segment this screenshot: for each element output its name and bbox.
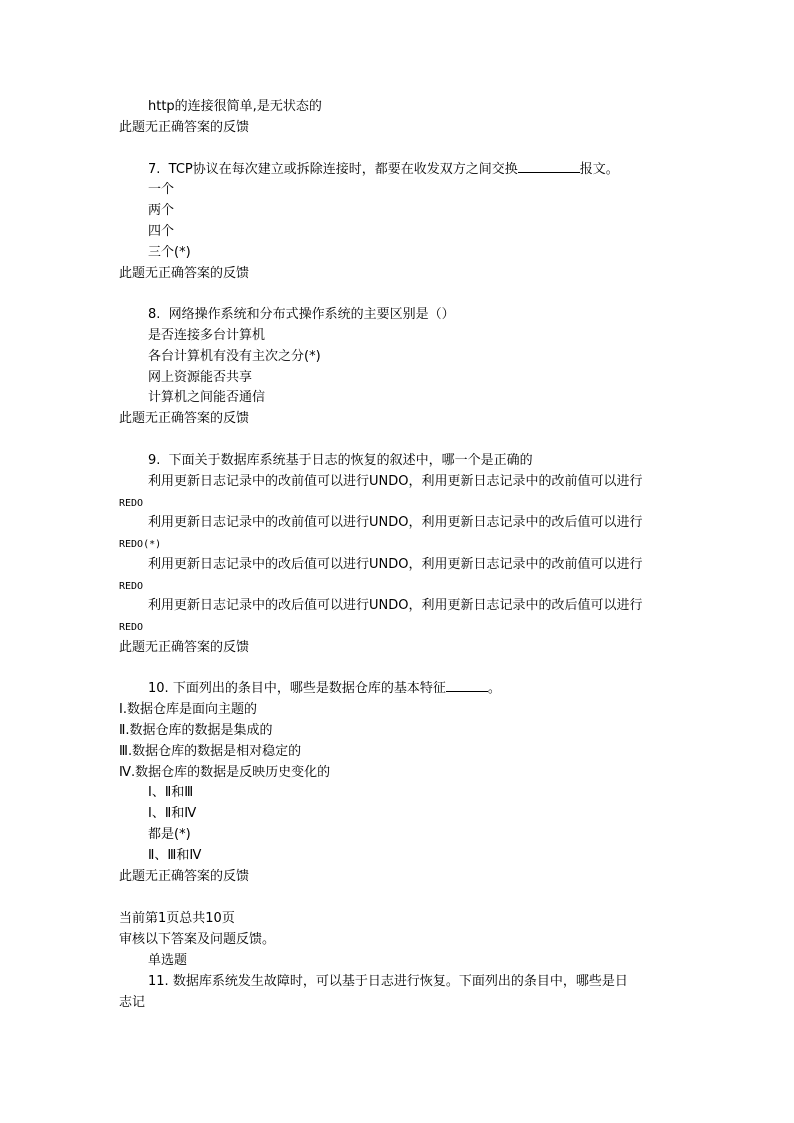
q10-option-d[interactable]: Ⅱ、Ⅲ和Ⅳ xyxy=(148,848,202,863)
q8-number: 8. xyxy=(148,307,161,322)
section-heading: 单选题 xyxy=(148,953,188,968)
q9-option-a-line1[interactable]: 利用更新日志记录中的改前值可以进行UNDO，利用更新日志记录中的改前值可以进行 xyxy=(148,474,643,489)
q6-option: http的连接很简单,是无状态的 xyxy=(148,99,322,114)
q8-option-b[interactable]: 各台计算机有没有主次之分(*) xyxy=(148,349,321,364)
q9-option-c-line1[interactable]: 利用更新日志记录中的改后值可以进行UNDO，利用更新日志记录中的改前值可以进行 xyxy=(148,557,643,572)
q9-feedback: 此题无正确答案的反馈 xyxy=(119,640,250,655)
q6-feedback: 此题无正确答案的反馈 xyxy=(119,120,250,135)
q10-stem-text: 下面列出的条目中，哪些是数据仓库的基本特征 xyxy=(172,681,446,696)
q10-stem xyxy=(148,679,501,699)
q9-option-c-line2[interactable]: REDO xyxy=(119,581,144,592)
q9-stem-text: 下面关于数据库系统基于日志的恢复的叙述中，哪一个是正确的 xyxy=(168,453,533,468)
q7-option-b[interactable]: 两个 xyxy=(148,203,175,218)
q10-feedback: 此题无正确答案的反馈 xyxy=(119,869,250,884)
q9-option-d-line2[interactable]: REDO xyxy=(119,622,144,633)
q7-stem-end: 报文。 xyxy=(579,162,619,177)
q8-feedback: 此题无正确答案的反馈 xyxy=(119,411,250,426)
q8-option-c[interactable]: 网上资源能否共享 xyxy=(148,370,253,385)
q9-option-b-line1[interactable]: 利用更新日志记录中的改前值可以进行UNDO，利用更新日志记录中的改后值可以进行 xyxy=(148,515,643,530)
q11-number: 11. xyxy=(148,974,169,989)
q9-option-d-line1[interactable]: 利用更新日志记录中的改后值可以进行UNDO，利用更新日志记录中的改后值可以进行 xyxy=(148,598,643,613)
q11-stem-line2: 志记 xyxy=(119,995,146,1010)
q10-option-b[interactable]: Ⅰ、Ⅱ和Ⅳ xyxy=(148,806,197,821)
q8-stem xyxy=(148,305,455,325)
q10-stem-end: 。 xyxy=(487,681,501,696)
q7-option-a[interactable]: 一个 xyxy=(148,182,175,197)
q8-stem-text: 网络操作系统和分布式操作系统的主要区别是（） xyxy=(168,307,455,322)
q7-blank xyxy=(518,160,580,173)
q9-option-a-line2[interactable]: REDO xyxy=(119,498,144,509)
q7-number: 7. xyxy=(148,162,161,177)
review-note: 审核以下答案及问题反馈。 xyxy=(119,932,276,947)
q10-number: 10. xyxy=(148,681,169,696)
q9-option-b-line2[interactable]: REDO(*) xyxy=(119,539,162,550)
q10-item-2: Ⅱ.数据仓库的数据是集成的 xyxy=(119,723,273,738)
q10-blank xyxy=(446,679,488,692)
q10-item-3: Ⅲ.数据仓库的数据是相对稳定的 xyxy=(119,744,302,759)
pagination-text: 当前第1页总共10页 xyxy=(119,911,235,926)
q7-stem xyxy=(148,160,619,180)
q10-item-4: Ⅳ.数据仓库的数据是反映历史变化的 xyxy=(119,765,331,780)
q11-stem-line1 xyxy=(148,972,628,992)
q10-option-c[interactable]: 都是(*) xyxy=(148,827,191,842)
q8-option-a[interactable]: 是否连接多台计算机 xyxy=(148,328,266,343)
q8-option-d[interactable]: 计算机之间能否通信 xyxy=(148,390,266,405)
q7-option-d[interactable]: 三个(*) xyxy=(148,245,191,260)
q11-stem-text: 数据库系统发生故障时，可以基于日志进行恢复。下面列出的条目中，哪些是日 xyxy=(172,974,628,989)
q10-item-1: Ⅰ.数据仓库是面向主题的 xyxy=(119,702,257,717)
q10-option-a[interactable]: Ⅰ、Ⅱ和Ⅲ xyxy=(148,785,194,800)
q9-stem xyxy=(148,451,533,471)
q7-option-c[interactable]: 四个 xyxy=(148,224,175,239)
q7-stem-text: TCP协议在每次建立或拆除连接时，都要在收发双方之间交换 xyxy=(168,162,518,177)
q9-number: 9. xyxy=(148,453,161,468)
q7-feedback: 此题无正确答案的反馈 xyxy=(119,266,250,281)
